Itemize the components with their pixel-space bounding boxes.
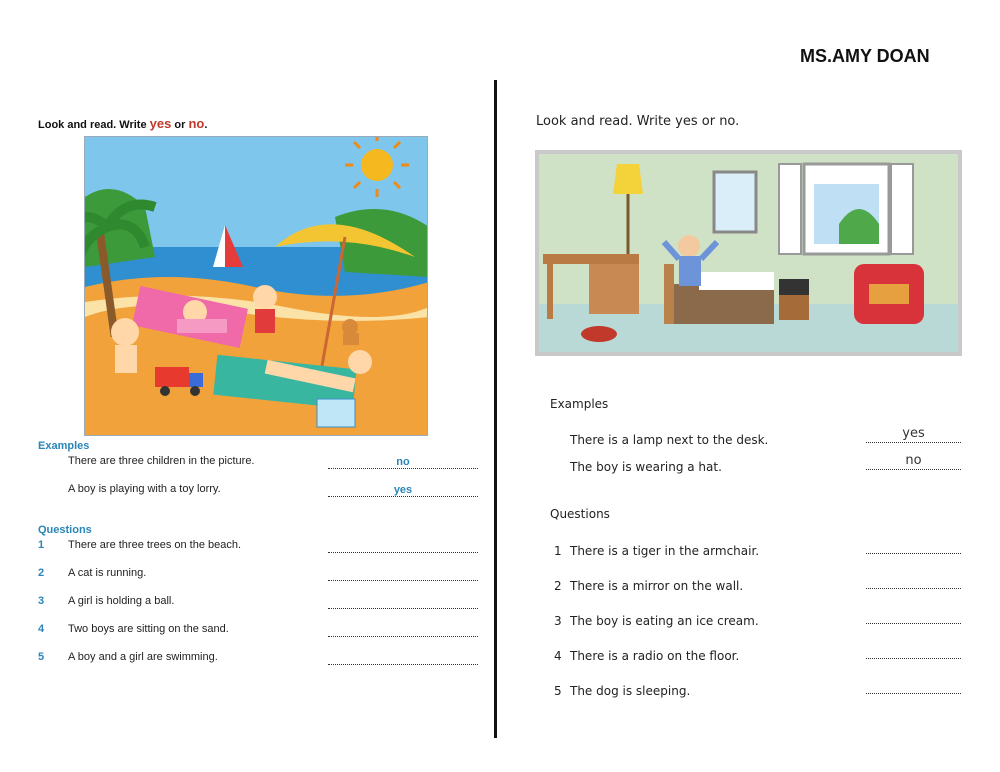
answer-field[interactable] — [328, 597, 478, 609]
question-number: 5 — [38, 651, 45, 663]
beach-scene-svg — [85, 137, 428, 436]
answer-field[interactable] — [866, 643, 961, 659]
question-number: 4 — [38, 623, 45, 635]
question-text: A cat is running. — [68, 567, 147, 579]
instruction-no: no — [188, 116, 205, 131]
right-examples-heading: Examples — [550, 397, 609, 411]
left-questions-heading: Questions — [38, 524, 92, 536]
instruction-yes: yes — [149, 116, 172, 131]
question-text: Two boys are sitting on the sand. — [68, 623, 229, 635]
question-number: 5 — [554, 684, 562, 698]
dog-icon — [581, 326, 617, 342]
question-number: 2 — [38, 567, 45, 579]
example-answer: no — [866, 454, 961, 470]
answer-field[interactable] — [866, 538, 961, 554]
window-icon — [779, 164, 913, 254]
left-question-row-5 — [38, 651, 478, 671]
answer-field[interactable] — [328, 541, 478, 553]
example-text: The boy is wearing a hat. — [570, 460, 722, 474]
page-divider — [494, 80, 497, 738]
answer-field[interactable] — [866, 573, 961, 589]
example-text: There is a lamp next to the desk. — [570, 433, 769, 447]
left-instruction — [38, 116, 207, 131]
question-text: The dog is sleeping. — [570, 684, 691, 698]
question-number: 3 — [38, 595, 45, 607]
beach-scene-illustration — [84, 136, 428, 436]
question-number: 1 — [38, 539, 45, 551]
question-text: The boy is eating an ice cream. — [570, 614, 759, 628]
instruction-suffix: . — [204, 119, 208, 131]
left-example-row-1 — [38, 455, 478, 475]
mirror-icon — [714, 172, 756, 232]
right-question-row-1 — [554, 544, 964, 564]
answer-field[interactable] — [328, 653, 478, 665]
answer-field[interactable] — [866, 678, 961, 694]
cool-box-icon — [317, 399, 355, 427]
left-example-row-2 — [38, 483, 478, 503]
left-question-row-4 — [38, 623, 478, 643]
right-questions-heading: Questions — [550, 507, 610, 521]
question-text: There is a radio on the floor. — [570, 649, 740, 663]
left-examples-heading: Examples — [38, 440, 90, 452]
right-question-row-4 — [554, 649, 964, 669]
answer-field[interactable] — [866, 608, 961, 624]
example-answer: yes — [328, 485, 478, 497]
question-number: 1 — [554, 544, 562, 558]
bedroom-scene-svg — [539, 154, 958, 352]
question-text: There is a tiger in the armchair. — [570, 544, 760, 558]
question-number: 3 — [554, 614, 562, 628]
bedroom-scene-illustration — [535, 150, 962, 356]
question-number: 2 — [554, 579, 562, 593]
left-question-row-1 — [38, 539, 478, 559]
armchair-icon — [854, 264, 924, 324]
author-name: MS.AMY DOAN — [800, 46, 930, 66]
left-question-row-2 — [38, 567, 478, 587]
right-example-row-1 — [554, 426, 964, 453]
answer-field[interactable] — [328, 625, 478, 637]
example-answer: no — [328, 457, 478, 469]
example-text: There are three children in the picture. — [68, 455, 255, 467]
example-text: A boy is playing with a toy lorry. — [68, 483, 221, 495]
instruction-prefix: Look and read. Write — [38, 119, 150, 131]
right-example-row-2 — [554, 453, 964, 480]
radio-icon — [779, 279, 809, 320]
answer-field[interactable] — [328, 569, 478, 581]
right-question-row-2 — [554, 579, 964, 599]
instruction-or: or — [171, 119, 189, 131]
question-number: 4 — [554, 649, 562, 663]
question-text: There are three trees on the beach. — [68, 539, 242, 551]
question-text: A girl is holding a ball. — [68, 595, 175, 607]
question-text: There is a mirror on the wall. — [570, 579, 744, 593]
right-question-row-5 — [554, 684, 964, 704]
right-question-row-3 — [554, 614, 964, 634]
question-text: A boy and a girl are swimming. — [68, 651, 218, 663]
right-instruction: Look and read. Write yes or no. — [536, 114, 740, 129]
example-answer: yes — [866, 427, 961, 443]
left-question-row-3 — [38, 595, 478, 615]
